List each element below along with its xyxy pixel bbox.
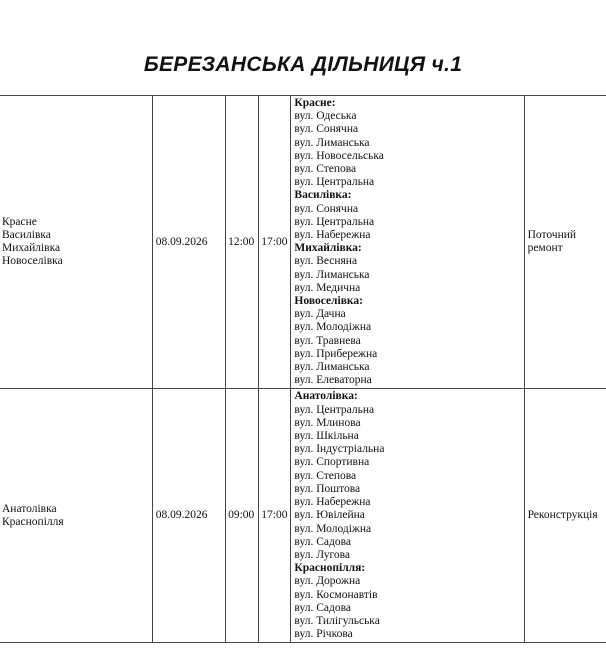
start-time: 09:00 [228, 509, 255, 522]
street-item: вул. Новосельська [294, 149, 384, 162]
street-item: вул. Лиманська [294, 136, 370, 149]
street-item: вул. Лугова [294, 548, 351, 561]
village-name: Анатолівка [2, 502, 57, 515]
street-item: вул. Травнева [294, 334, 361, 347]
end-time-cell [259, 96, 291, 389]
village-name: Красне [2, 215, 37, 228]
table-body [0, 96, 606, 643]
page-title: БЕРЕЗАНСЬКА ДІЛЬНИЦЯ ч.1 [143, 53, 463, 76]
date-cell [152, 96, 225, 389]
start-time: 12:00 [228, 235, 255, 248]
street-item: вул. Одеська [294, 110, 357, 123]
street-item: вул. Ювілейна [294, 509, 365, 522]
street-item: вул. Індустріальна [294, 443, 385, 456]
village-name: Михайлівка [2, 242, 61, 255]
outage-date: 08.09.2026 [155, 235, 208, 248]
street-item: вул. Садова [294, 601, 351, 614]
street-item: вул. Елеваторна [294, 374, 372, 387]
work-type: Реконструкція [527, 509, 598, 522]
street-item: вул. Шкільна [294, 430, 359, 443]
addresses-cell [291, 389, 524, 643]
start-time-cell [226, 96, 259, 389]
village-name: Новоселівка [2, 255, 63, 268]
village-heading: Новоселівка: [294, 295, 363, 308]
street-item: вул. Степова [294, 163, 357, 176]
end-time: 17:00 [261, 509, 288, 522]
street-item: вул. Сонячна [294, 202, 359, 215]
street-item: вул. Сонячна [294, 123, 359, 136]
addresses-cell [291, 96, 524, 389]
work-type: ремонт [527, 242, 563, 255]
work-type-cell [524, 96, 606, 389]
outage-schedule-table [0, 95, 606, 643]
village-heading: Анатолівка: [294, 390, 358, 403]
street-item: вул. Набережна [294, 229, 371, 242]
street-item: вул. Спортивна [294, 456, 370, 469]
date-cell [152, 389, 225, 643]
work-type: Поточний [527, 229, 577, 242]
end-time-cell [259, 389, 291, 643]
start-time-cell [226, 389, 259, 643]
table-row [0, 96, 606, 389]
villages-cell [0, 96, 152, 389]
work-type-cell [524, 389, 606, 643]
street-item: вул. Млинова [294, 416, 361, 429]
village-name: Краснопілля [2, 515, 64, 528]
street-item: вул. Степова [294, 469, 357, 482]
table-row [0, 389, 606, 643]
street-item: вул. Прибережна [294, 347, 378, 360]
end-time: 17:00 [261, 235, 288, 248]
villages-cell [0, 389, 152, 643]
street-item: вул. Річкова [294, 628, 353, 641]
street-item: вул. Лиманська [294, 361, 370, 374]
village-heading: Красне: [294, 97, 336, 109]
street-item: вул. Лиманська [294, 268, 370, 281]
street-item: вул. Центральна [294, 403, 375, 416]
village-heading: Михайлівка: [294, 242, 362, 255]
village-heading: Краснопілля: [294, 562, 366, 575]
outage-date: 08.09.2026 [155, 509, 208, 522]
village-heading: Василівка: [294, 189, 352, 202]
street-item: вул. Центральна [294, 215, 375, 228]
village-name: Василівка [2, 229, 51, 242]
street-item: вул. Медична [294, 281, 361, 294]
street-item: вул. Космонавтів [294, 588, 378, 601]
street-item: вул. Дачна [294, 308, 346, 321]
street-item: вул. Весняна [294, 255, 358, 268]
street-item: вул. Поштова [294, 482, 361, 495]
street-item: вул. Молодіжна [294, 321, 372, 334]
street-item: вул. Тилігульська [294, 614, 380, 627]
street-item: вул. Набережна [294, 496, 371, 509]
street-item: вул. Центральна [294, 176, 375, 189]
street-item: вул. Садова [294, 535, 351, 548]
street-item: вул. Молодіжна [294, 522, 372, 535]
street-item: вул. Дорожна [294, 575, 361, 588]
